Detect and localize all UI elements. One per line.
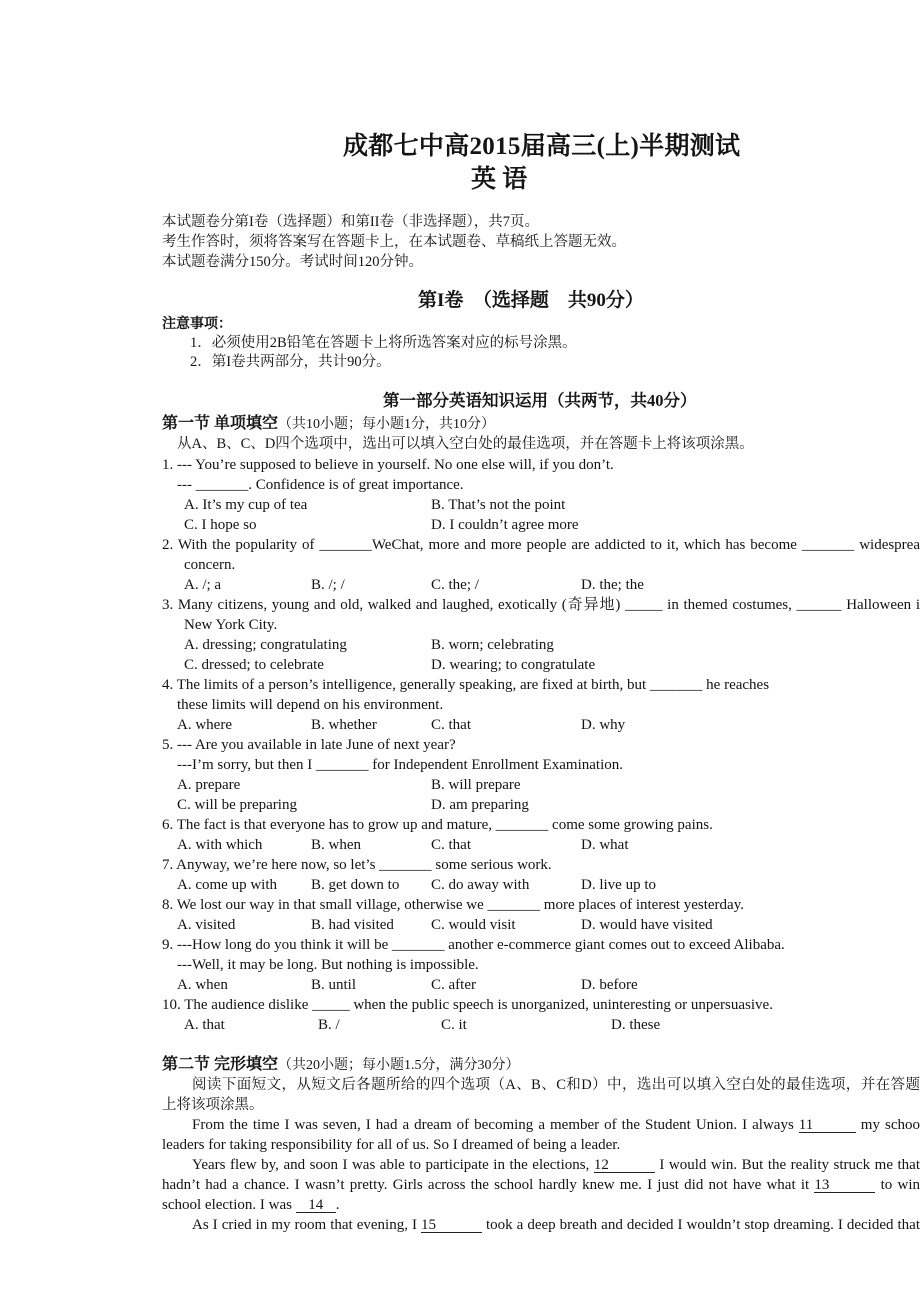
passage-text: I would win. But the reality struck me that <box>654 1157 920 1173</box>
option-d: D. the; the <box>581 577 644 593</box>
volume-heading: 第I卷 （选择题 共90分） <box>418 290 644 311</box>
passage-line: leaders for taking responsibility for all of us. So I dreamed of being a leader. <box>162 1137 621 1153</box>
blank-15: 15 <box>421 1217 482 1233</box>
question-stem: these limits will depend on his environment. <box>177 697 444 713</box>
question-stem: New York City. <box>184 617 278 633</box>
question-10 <box>0 995 920 1035</box>
option-b: B. will prepare <box>431 777 521 793</box>
option-d: D. wearing; to congratulate <box>431 657 596 673</box>
question-stem: 4. The limits of a person’s intelligence, generally speaking, are fixed at birth, but _______ he reaches <box>162 677 770 693</box>
option-c: C. the; / <box>431 577 479 593</box>
option-c: C. I hope so <box>184 517 257 533</box>
question-stem: 3. Many citizens, young and old, walked and laughed, exotically (奇异地) _____ in themed costumes, ______ Halloween i <box>162 597 920 613</box>
option-a: A. /; a <box>184 577 222 593</box>
option-d: D. am preparing <box>431 797 529 813</box>
option-a: A. when <box>177 977 228 993</box>
option-d: D. I couldn’t agree more <box>431 517 579 533</box>
option-c: C. do away with <box>431 877 530 893</box>
question-stem: ---Well, it may be long. But nothing is impossible. <box>177 957 479 973</box>
passage-text: to win <box>875 1177 920 1193</box>
option-c: C. will be preparing <box>177 797 297 813</box>
note-item: 1．必须使用2B铅笔在答题卡上将所选答案对应的标号涂黑。 <box>190 335 577 351</box>
option-b: B. had visited <box>311 917 394 933</box>
part-heading: 第一部分英语知识运用（共两节，共40分） <box>383 391 697 410</box>
passage-line <box>192 1155 920 1175</box>
question-stem: concern. <box>184 557 236 573</box>
option-row <box>0 975 920 995</box>
option-c: C. dressed; to celebrate <box>184 657 324 673</box>
option-b: B. That’s not the point <box>431 497 566 513</box>
option-row <box>0 575 920 595</box>
question-4 <box>0 675 920 735</box>
intro-line: 本试题卷分第I卷（选择题）和第II卷（非选择题），共7页。 <box>162 214 539 230</box>
option-b: B. whether <box>311 717 377 733</box>
section-instructions: 上将该项涂黑。 <box>162 1097 264 1113</box>
question-1 <box>0 455 920 535</box>
option-row <box>0 655 920 675</box>
option-row <box>0 775 920 795</box>
section-heading <box>162 414 495 435</box>
option-d: D. what <box>581 837 629 853</box>
option-d: D. these <box>611 1017 661 1033</box>
question-7 <box>0 855 920 895</box>
passage-text: As I cried in my room that evening, I <box>192 1217 421 1233</box>
section-title: 第一节 单项填空 <box>162 415 279 432</box>
notes-list <box>190 334 577 372</box>
passage-line <box>192 1115 920 1135</box>
section-instructions: 阅读下面短文，从短文后各题所给的四个选项（A、B、C和D）中，选出可以填入空白处的最佳选项，并在答题 <box>192 1077 920 1093</box>
option-a: A. prepare <box>177 777 241 793</box>
option-b: B. get down to <box>311 877 400 893</box>
passage-text: my schoo <box>855 1117 920 1133</box>
passage-line <box>192 1215 920 1235</box>
question-3 <box>0 595 920 675</box>
blank-14: 14 <box>296 1197 336 1213</box>
section-instructions: 从A、B、C、D四个选项中，选出可以填入空白处的最佳选项，并在答题卡上将该项涂黑。 <box>177 436 754 452</box>
question-stem: --- _______. Confidence is of great importance. <box>177 477 464 493</box>
option-a: A. with which <box>177 837 263 853</box>
option-c: C. after <box>431 977 476 993</box>
question-2 <box>0 535 920 595</box>
option-a: A. dressing; congratulating <box>184 637 347 653</box>
intro-line: 本试题卷满分150分。考试时间120分钟。 <box>162 254 423 270</box>
document-title: 成都七中高2015届高三(上)半期测试 <box>343 133 741 160</box>
passage-text: From the time I was seven, I had a dream of becoming a member of the Student Union. I always <box>192 1117 799 1133</box>
passage-line <box>162 1175 920 1195</box>
option-row <box>0 715 920 735</box>
option-d: D. before <box>581 977 638 993</box>
passage-text: school election. I was <box>162 1197 296 1213</box>
option-a: A. that <box>184 1017 225 1033</box>
option-a: A. visited <box>177 917 236 933</box>
option-c: C. would visit <box>431 917 516 933</box>
question-stem: 10. The audience dislike _____ when the public speech is unorganized, uninteresting or unpersuasive. <box>162 997 773 1013</box>
passage-text: Years flew by, and soon I was able to participate in the elections, <box>192 1157 594 1173</box>
option-b: B. worn; celebrating <box>431 637 554 653</box>
option-c: C. that <box>431 837 471 853</box>
cloze-section <box>0 1055 920 1235</box>
option-b: B. until <box>311 977 357 993</box>
blank-11: 11 <box>799 1117 856 1133</box>
section-heading <box>162 1055 920 1075</box>
blank-13: 13 <box>814 1177 875 1193</box>
passage-text: . <box>335 1197 340 1213</box>
option-d: D. live up to <box>581 877 656 893</box>
option-a: A. come up with <box>177 877 277 893</box>
question-stem: 7. Anyway, we’re here now, so let’s _______ some serious work. <box>162 857 552 873</box>
section-scoring: （共20小题；每小题1.5分，满分30分） <box>278 1058 520 1073</box>
blank-12: 12 <box>594 1157 655 1173</box>
subject-title: 英 语 <box>471 166 528 193</box>
option-row <box>0 515 920 535</box>
option-row <box>0 835 920 855</box>
question-stem: 5. --- Are you available in late June of next year? <box>162 737 456 753</box>
notes-title: 注意事项： <box>162 317 232 332</box>
section-scoring: （共10小题；每小题1分，共10分） <box>278 417 496 432</box>
question-8 <box>0 895 920 935</box>
option-row <box>0 495 920 515</box>
question-list <box>0 455 920 1035</box>
intro-line: 考生作答时，须将答案写在答题卡上，在本试题卷、草稿纸上答题无效。 <box>162 234 626 250</box>
passage-line <box>162 1195 920 1215</box>
option-c: C. it <box>441 1017 467 1033</box>
passage-text: took a deep breath and decided I wouldn’t stop dreaming. I decided that <box>481 1217 920 1233</box>
question-stem: 6. The fact is that everyone has to grow up and mature, _______ come some growing pains. <box>162 817 713 833</box>
question-9 <box>0 935 920 995</box>
question-stem: 8. We lost our way in that small village, otherwise we _______ more places of interest yesterday. <box>162 897 744 913</box>
question-stem: ---I’m sorry, but then I _______ for Independent Enrollment Examination. <box>177 757 623 773</box>
option-c: C. that <box>431 717 471 733</box>
passage-text: hadn’t had a chance. I wasn’t pretty. Girls across the school hardly knew me. I just did not have what it <box>162 1177 815 1193</box>
option-d: D. why <box>581 717 626 733</box>
option-b: B. / <box>318 1017 340 1033</box>
option-a: A. where <box>177 717 232 733</box>
question-6 <box>0 815 920 855</box>
option-row <box>0 1015 920 1035</box>
option-a: A. It’s my cup of tea <box>184 497 308 513</box>
question-stem: 1. --- You’re supposed to believe in yourself. No one else will, if you don’t. <box>162 457 614 473</box>
intro-block <box>162 212 626 272</box>
option-b: B. when <box>311 837 361 853</box>
option-row <box>0 915 920 935</box>
question-5 <box>0 735 920 815</box>
option-row <box>0 875 920 895</box>
section-title: 第二节 完形填空 <box>162 1056 279 1073</box>
option-d: D. would have visited <box>581 917 713 933</box>
note-item: 2．第I卷共两部分，共计90分。 <box>190 354 391 370</box>
question-stem: 9. ---How long do you think it will be _______ another e-commerce giant comes out to exceed Alibaba. <box>162 937 785 953</box>
option-row <box>0 795 920 815</box>
option-b: B. /; / <box>311 577 345 593</box>
option-row <box>0 635 920 655</box>
question-stem: 2. With the popularity of _______WeChat, more and more people are addicted to it, which has become _______ widesprea <box>162 537 920 553</box>
